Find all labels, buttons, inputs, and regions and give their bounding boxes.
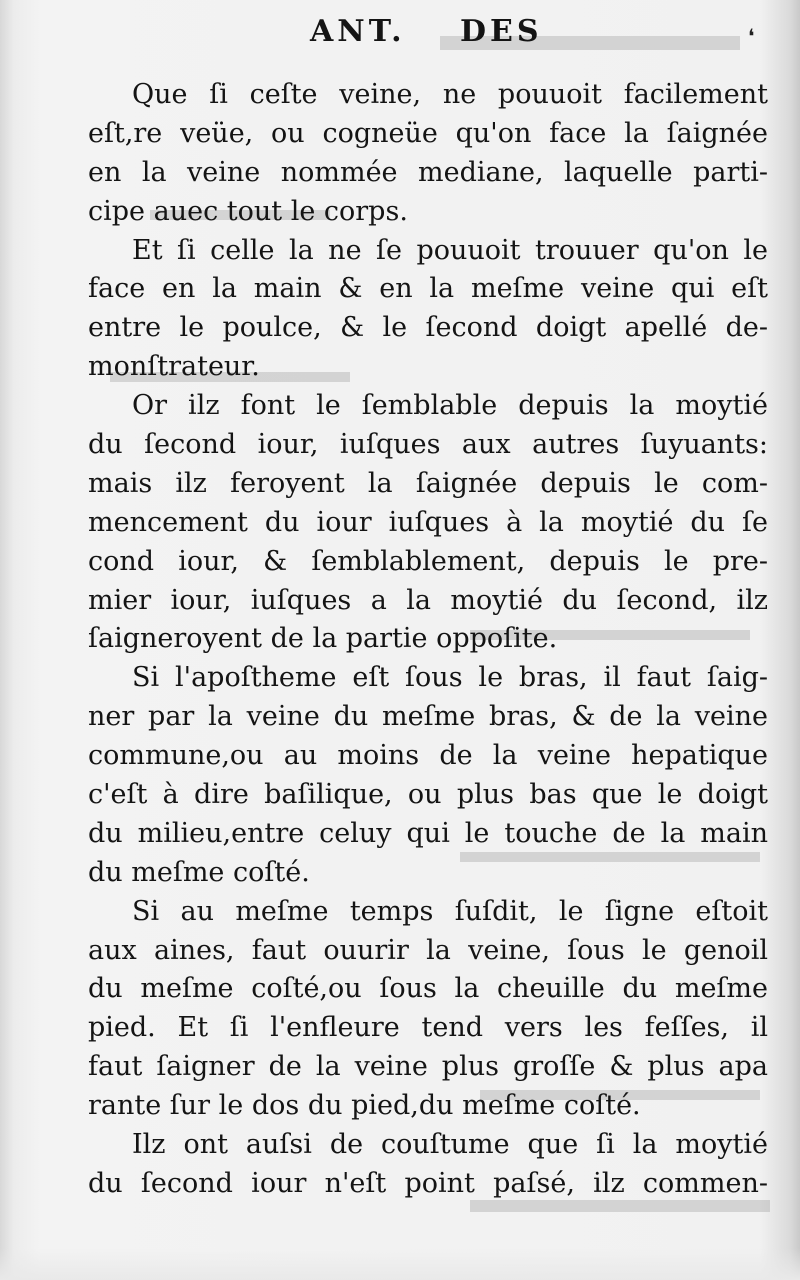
- text-line: mier iour, iuſques a la moytié du ſecond, ilz: [88, 584, 768, 616]
- text-line: entre le poulce, & le ſecond doigt apellé de-: [88, 312, 768, 344]
- text-line: eſt,re veüe, ou cogneüe qu'on face la ſaignée: [88, 117, 768, 149]
- text-line: du meſme coſté.: [88, 856, 310, 888]
- text-line: Si l'apoſtheme eſt ſous le bras, il faut ſaig-: [132, 662, 768, 694]
- text-line: face en la main & en la meſme veine qui eſt: [88, 273, 768, 305]
- text-line: aux aines, faut ouurir la veine, ſous le genoil: [88, 934, 768, 966]
- text-line: mencement du iour iuſques à la moytié du ſe: [88, 506, 768, 538]
- text-line: du meſme coſté,ou ſous la cheuille du meſme: [88, 973, 768, 1005]
- text-line: ner par la veine du meſme bras, & de la veine: [88, 701, 768, 733]
- page-bottom-edge: [0, 1248, 800, 1280]
- text-line: Ilz ont auſsi de couſtume que ſi la moytié: [132, 1129, 768, 1161]
- text-line: cipe auec tout le corps.: [88, 195, 408, 227]
- running-header: [310, 14, 570, 54]
- text-line: du ſecond iour n'eſt point paſsé, ilz commen-: [88, 1167, 768, 1199]
- text-line: en la veine nommée mediane, laquelle parti-: [88, 156, 768, 188]
- header-right-word: DES: [460, 14, 543, 49]
- text-line: pied. Et ſi l'enfleure tend vers les feſſes, il: [88, 1012, 768, 1044]
- text-line: cond iour, & ſemblablement, depuis le pre-: [88, 545, 768, 577]
- text-line: ſaigneroyent de la partie oppoſite.: [88, 623, 558, 655]
- text-line: Or ilz font le ſemblable depuis la moytié: [132, 390, 768, 422]
- text-line: Que ſi ceſte veine, ne pouuoit facilement: [132, 79, 768, 110]
- text-line: du ſecond iour, iuſques aux autres ſuyuants:: [88, 429, 768, 461]
- corner-mark: ❛: [748, 24, 755, 48]
- text-line: mais ilz feroyent la ſaignée depuis le com-: [88, 467, 768, 499]
- text-line: commune,ou au moins de la veine hepatique: [88, 740, 768, 772]
- text-line: Si au meſme temps ſuſdit, le ſigne eſtoit: [132, 895, 768, 927]
- text-line: Et ſi celle la ne ſe pouuoit trouuer qu'on le: [132, 234, 768, 266]
- text-line: rante ſur le dos du pied,du meſme coſté.: [88, 1090, 641, 1122]
- text-line: monſtrateur.: [88, 351, 260, 383]
- text-line: faut ſaigner de la veine plus groſſe & plus apa: [88, 1051, 768, 1083]
- text-line: c'eſt à dire baſilique, ou plus bas que le doigt: [88, 779, 768, 811]
- body-text: [88, 76, 768, 1204]
- header-left-word: ANT.: [310, 14, 406, 49]
- text-line: du milieu,entre celuy qui le touche de la main: [88, 817, 768, 849]
